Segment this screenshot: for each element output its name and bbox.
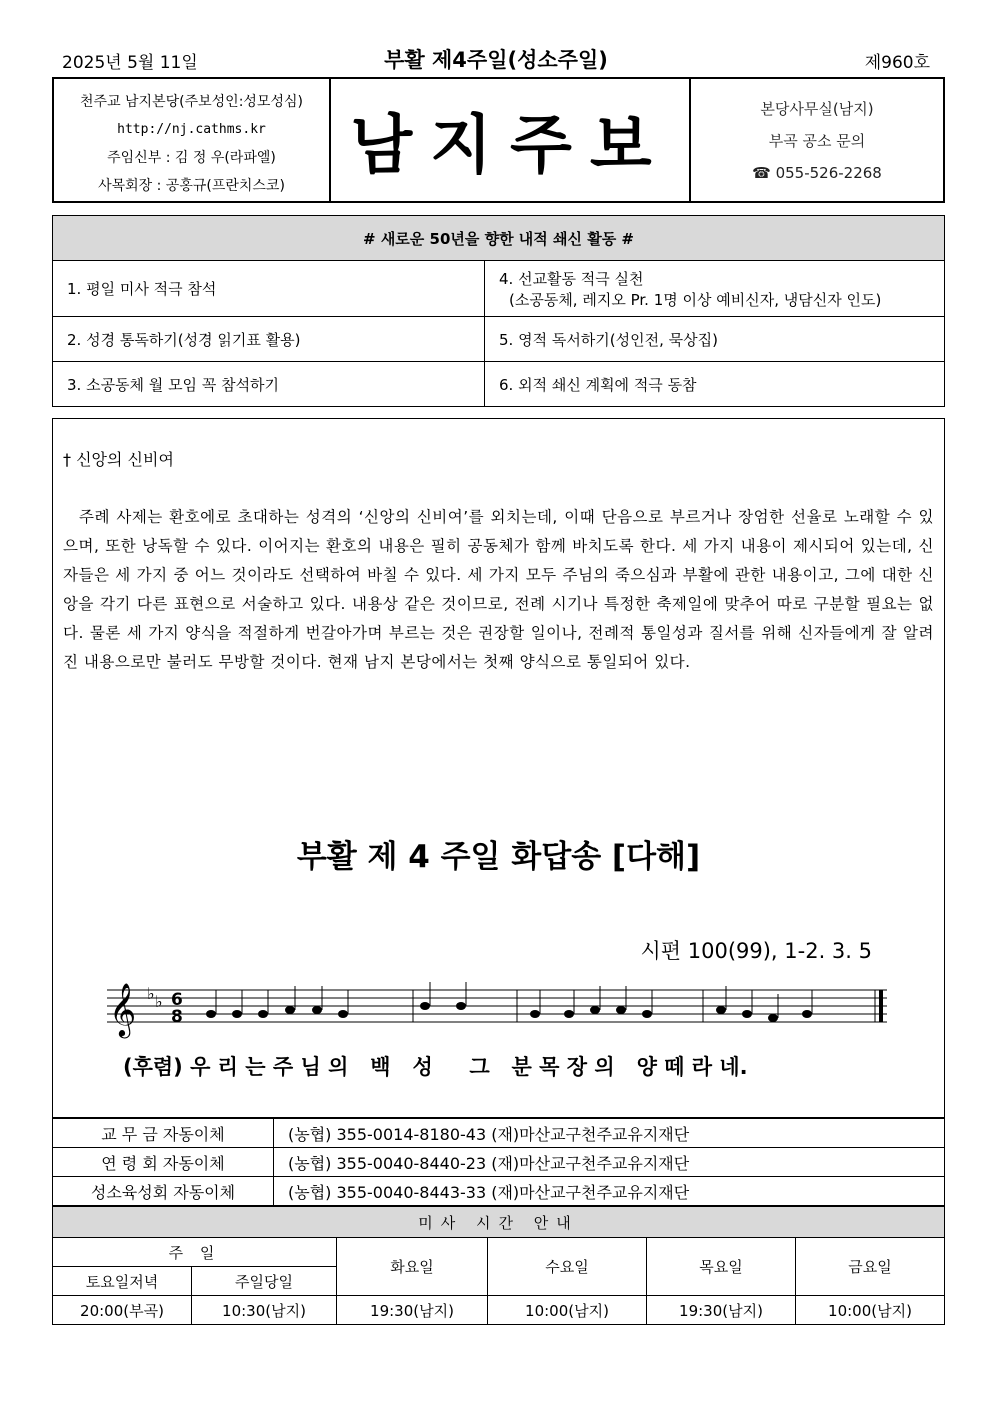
mass-time: 10:30(남지) — [192, 1296, 337, 1325]
article-title: † 신앙의 신비여 — [63, 450, 174, 469]
phone-icon: ☎ — [752, 164, 771, 182]
account-row — [53, 1148, 945, 1177]
account-label: 교 무 금 자동이체 — [53, 1119, 274, 1148]
music-staff — [107, 975, 897, 1055]
parish-info — [54, 79, 331, 201]
parish-name: 천주교 남지본당(주보성인:성모성심) — [80, 94, 303, 110]
note-head — [258, 1010, 268, 1018]
sunday-header: 주 일 — [53, 1238, 337, 1267]
renewal-item: 5. 영적 독서하기(성인전, 묵상집) — [485, 317, 945, 362]
account-label: 성소육성회 자동이체 — [53, 1177, 274, 1206]
mass-time: 19:30(남지) — [647, 1296, 796, 1325]
renewal-item-detail: (소공동체, 레지오 Pr. 1명 이상 예비신자, 냉담신자 인도) — [509, 290, 882, 309]
time-signature-bottom: 8 — [171, 1007, 183, 1027]
mass-time: 20:00(부곡) — [53, 1296, 192, 1325]
mass-time: 19:30(남지) — [337, 1296, 488, 1325]
pastor-name: 주임신부 : 김 정 우(라파엘) — [107, 150, 276, 166]
mass-times-table — [52, 1206, 945, 1325]
inquiry-label: 부곡 공소 문의 — [768, 132, 866, 150]
issue-number: 제960호 — [864, 53, 930, 73]
psalm-reference: 시편 100(99), 1-2. 3. 5 — [640, 939, 872, 963]
flat-icon: ♭ — [155, 992, 163, 1011]
renewal-item: 6. 외적 쇄신 계획에 적극 동참 — [485, 362, 945, 407]
phone-number: 055-526-2268 — [775, 164, 882, 182]
account-row — [53, 1119, 945, 1148]
masthead — [52, 77, 945, 203]
renewal-item-text: 4. 선교활동 적극 실천 — [499, 269, 644, 288]
sat-evening-header: 토요일저녁 — [53, 1267, 192, 1296]
psalm-title: 부활 제 4 주일 화답송 [다해] — [296, 839, 701, 875]
time-signature-top: 6 — [171, 990, 183, 1010]
account-row — [53, 1177, 945, 1206]
note-head — [802, 1010, 812, 1018]
renewal-title: # 새로운 50년을 향한 내적 쇄신 활동 # — [53, 216, 945, 261]
parish-url[interactable]: http://nj.cathms.kr — [117, 122, 266, 137]
office-label: 본당사무실(남지) — [760, 100, 874, 118]
article-body: 주례 사제는 환호에로 초대하는 성격의 ‘신앙의 신비여’를 외치는데, 이때 단음으로 부르거나 장엄한 선율로 노래할 수 있으며, 또한 낭독할 수 있다. 이어지는 환호의 내용은 필히 공동체가 함께 바치도록 한다. 세 가지 내용이 제시되어 있는데, 신자들은 세 가지 중 어느 것이라도 선택하여 바칠 수 있다. 세 가지 모두 주님의 죽으심과 부활에 관한 내용이고, 그에 대한 신앙을 각기 다른 표현으로 서술하고 있다. 내용상 같은 것이므로, 전례 시기나 특정한 축제일에 맞추어 따로 구분할 필요는 없다. 물론 세 가지 양식을 적절하게 번갈아가며 부르는 것은 권장할 일이나, 전례적 통일성과 질서를 위해 신자들에게 잘 알려진 내용으로만 불러도 무방할 것이다. 현재 남지 본당에서는 첫째 양식으로 통일되어 있다. — [63, 508, 934, 671]
renewal-item — [485, 261, 945, 317]
renewal-activities-table — [52, 215, 945, 407]
phone-line — [691, 157, 943, 189]
renewal-item: 2. 성경 통독하기(성경 읽기표 활용) — [53, 317, 485, 362]
paper-title-box — [331, 79, 691, 201]
wed-header: 수요일 — [488, 1238, 647, 1296]
note-head — [206, 1010, 216, 1018]
mass-title: 미사 시간 안내 — [53, 1207, 945, 1238]
note-head — [420, 1002, 430, 1010]
tue-header: 화요일 — [337, 1238, 488, 1296]
issue-date: 2025년 5월 11일 — [62, 53, 198, 73]
accounts-table — [52, 1118, 945, 1206]
note-head — [564, 1010, 574, 1018]
note-head — [768, 1014, 778, 1022]
account-number: (농협) 355-0040-8440-23 (재)마산교구천주교유지재단 — [274, 1148, 945, 1177]
psalm-lyrics: (후렴) 우 리 는 주 님 의 백 성 그 분 목 장 의 양 떼 라 네. — [123, 1055, 748, 1079]
flat-icon: ♭ — [147, 984, 155, 1003]
office-info — [691, 79, 943, 215]
note-head — [456, 1002, 466, 1010]
mass-time: 10:00(남지) — [488, 1296, 647, 1325]
note-head — [616, 1006, 626, 1014]
account-label: 연 령 회 자동이체 — [53, 1148, 274, 1177]
renewal-item: 3. 소공동체 월 모임 꼭 참석하기 — [53, 362, 485, 407]
note-head — [312, 1006, 322, 1014]
note-head — [285, 1006, 295, 1014]
mass-time: 10:00(남지) — [796, 1296, 945, 1325]
council-chair: 사목회장 : 공홍규(프란치스코) — [98, 178, 285, 194]
notes-group — [206, 982, 812, 1022]
note-head — [642, 1010, 652, 1018]
account-number: (농협) 355-0014-8180-43 (재)마산교구천주교유지재단 — [274, 1119, 945, 1148]
note-head — [590, 1006, 600, 1014]
note-head — [716, 1006, 726, 1014]
liturgical-title: 부활 제4주일(성소주일) — [384, 48, 608, 72]
fri-header: 금요일 — [796, 1238, 945, 1296]
account-number: (농협) 355-0040-8443-33 (재)마산교구천주교유지재단 — [274, 1177, 945, 1206]
note-head — [338, 1010, 348, 1018]
paper-name: 남지주보 — [350, 109, 670, 183]
note-head — [742, 1010, 752, 1018]
article-box — [52, 418, 945, 1118]
note-head — [232, 1010, 242, 1018]
thu-header: 목요일 — [647, 1238, 796, 1296]
note-head — [530, 1010, 540, 1018]
treble-clef-icon: 𝄞 — [109, 982, 137, 1036]
renewal-item: 1. 평일 미사 적극 참석 — [53, 261, 485, 317]
sunday-day-header: 주일당일 — [192, 1267, 337, 1296]
